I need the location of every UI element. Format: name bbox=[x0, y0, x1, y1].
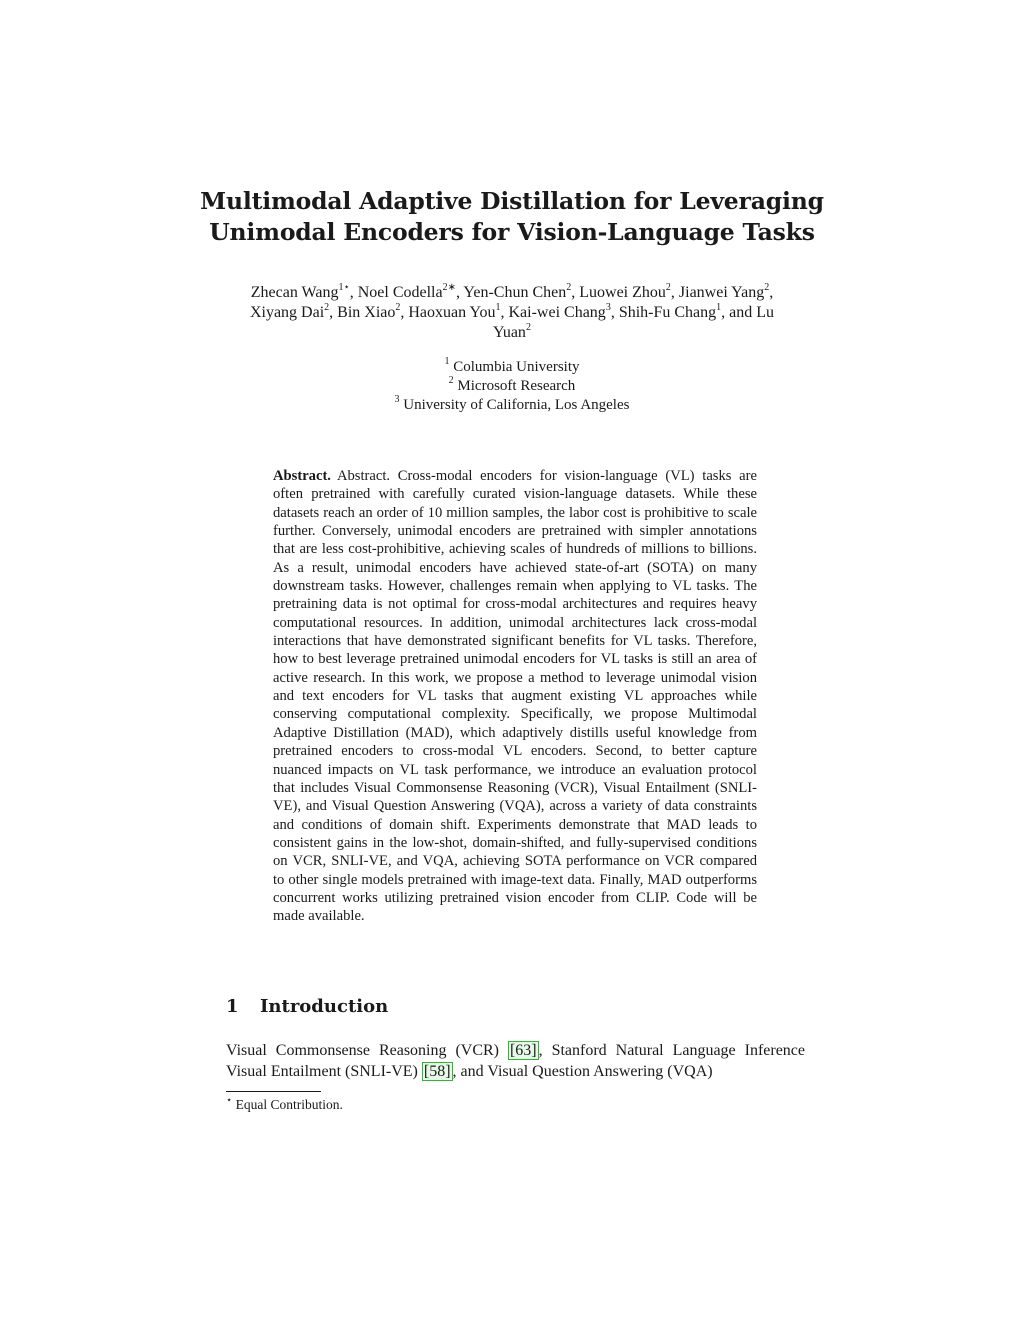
author-affiliation-mark: 2 bbox=[525, 321, 531, 333]
author-affiliation-mark: 2 bbox=[395, 301, 401, 313]
author-name: Lu Yuan bbox=[493, 304, 775, 341]
author-item bbox=[678, 281, 774, 301]
author-separator: , and bbox=[721, 304, 757, 321]
section-title: Introduction bbox=[260, 996, 389, 1017]
footnote-divider bbox=[226, 1091, 321, 1092]
author-affiliation-mark: 2 bbox=[566, 281, 572, 293]
author-affiliation-mark: 2 bbox=[764, 281, 770, 293]
affiliation-number: 1 bbox=[444, 356, 450, 367]
author-name: Zhecan Wang bbox=[250, 284, 339, 301]
author-affiliation-mark: 1 bbox=[495, 301, 501, 313]
abstract bbox=[273, 467, 757, 926]
author-separator: , bbox=[769, 284, 774, 301]
author-affiliation-mark: 1⋆ bbox=[338, 281, 350, 293]
footnote bbox=[226, 1096, 343, 1113]
author-separator: , bbox=[500, 304, 509, 321]
author-name: Shih-Fu Chang bbox=[618, 304, 717, 321]
author-name: Xiyang Dai bbox=[249, 304, 325, 321]
paper-title bbox=[150, 186, 874, 248]
author-affiliation-mark: 1 bbox=[716, 301, 722, 313]
author-item bbox=[357, 281, 464, 301]
affiliation-name: Columbia University bbox=[453, 359, 580, 375]
author-separator: , bbox=[329, 304, 338, 321]
affiliation-list bbox=[232, 358, 792, 415]
author-separator: , bbox=[670, 284, 679, 301]
author-affiliation-mark: 3 bbox=[605, 301, 611, 313]
author-item bbox=[579, 281, 679, 301]
intro-text: , and Visual Question Answering (VQA) bbox=[452, 1062, 713, 1080]
author-item bbox=[618, 301, 757, 321]
footnote-text: Equal Contribution. bbox=[232, 1097, 343, 1112]
author-affiliation-mark: 2 bbox=[324, 301, 330, 313]
section-heading bbox=[226, 995, 388, 1019]
section-number: 1 bbox=[226, 996, 239, 1017]
author-item bbox=[508, 301, 619, 321]
author-name: Bin Xiao bbox=[337, 304, 396, 321]
author-item bbox=[250, 281, 358, 301]
affiliation-name: University of California, Los Angeles bbox=[403, 397, 630, 413]
intro-text: , Stanford Natural Language Inference Visual Entailment (SNLI-VE) bbox=[226, 1042, 805, 1080]
author-name: Luowei Zhou bbox=[579, 284, 666, 301]
author-name: Yen-Chun Chen bbox=[463, 284, 567, 301]
citation-link[interactable]: [63] bbox=[509, 1042, 537, 1059]
title-line-1: Multimodal Adaptive Distillation for Leveraging bbox=[200, 187, 824, 215]
affiliation-item bbox=[232, 358, 792, 377]
author-item bbox=[249, 301, 338, 321]
author-name: Jianwei Yang bbox=[678, 284, 765, 301]
author-item bbox=[408, 301, 509, 321]
author-separator: , bbox=[456, 284, 464, 301]
author-separator: , bbox=[349, 284, 358, 301]
author-name: Noel Codella bbox=[357, 284, 443, 301]
author-separator: , bbox=[400, 304, 409, 321]
abstract-label: Abstract. bbox=[273, 468, 331, 484]
affiliation-number: 2 bbox=[448, 375, 454, 386]
author-item bbox=[463, 281, 580, 301]
title-line-2: Unimodal Encoders for Vision-Language Tasks bbox=[209, 218, 815, 246]
abstract-text: Abstract. Cross-modal encoders for vision-language (VL) tasks are often pretrained with carefully curated vision-language datasets. While these datasets reach an order of 10 million samples, the labor cost is prohibitive to scale further. Conversely, unimodal encoders are pretrained with simpler annotations that are less cost-prohibitive, achieving scales of hundreds of millions to billions. As a result, unimodal encoders have achieved state-of-art (SOTA) on many downstream tasks. However, challenges remain when applying to VL tasks. The pretraining data is not optimal for cross-modal architectures and requires heavy computational resources. In addition, unimodal architectures lack cross-modal interactions that have demonstrated significant benefits for VL tasks. Therefore, how to best leverage pretrained unimodal encoders for VL tasks is still an area of active research. In this work, we propose a method to leverage unimodal vision and text encoders for VL tasks that augment existing VL approaches while conserving computational complexity. Specifically, we propose Multimodal Adaptive Distillation (MAD), which adaptively distills useful knowledge from pretrained encoders to cross-modal VL encoders. Second, to better capture nuanced impacts on VL task performance, we introduce an evaluation protocol that includes Visual Commonsense Reasoning (VCR), Visual Entailment (SNLI-VE), and Visual Question Answering (VQA), across a variety of data constraints and conditions of domain shift. Experiments demonstrate that MAD leads to consistent gains in the low-shot, domain-shifted, and fully-supervised conditions on VCR, SNLI-VE, and VQA, achieving SOTA performance on VCR compared to other single models pretrained with image-text data. Finally, MAD outperforms concurrent works utilizing pretrained vision encoder from CLIP. Code will be made available. bbox=[273, 468, 757, 925]
intro-paragraph bbox=[226, 1041, 805, 1082]
affiliation-name: Microsoft Research bbox=[457, 378, 576, 394]
author-list bbox=[232, 283, 792, 343]
footnote-mark: ⋆ bbox=[226, 1094, 233, 1106]
author-affiliation-mark: 2 bbox=[665, 281, 671, 293]
intro-text: Visual Commonsense Reasoning (VCR) bbox=[226, 1042, 508, 1059]
affiliation-item bbox=[232, 377, 792, 396]
author-item bbox=[337, 301, 409, 321]
author-affiliation-mark: 2∗ bbox=[442, 281, 456, 293]
affiliation-number: 3 bbox=[394, 394, 400, 405]
affiliation-item bbox=[232, 396, 792, 415]
author-name: Kai-wei Chang bbox=[508, 304, 606, 321]
author-name: Haoxuan You bbox=[408, 304, 496, 321]
author-separator: , bbox=[610, 304, 619, 321]
author-separator: , bbox=[571, 284, 580, 301]
citation-link[interactable]: [58] bbox=[423, 1062, 451, 1080]
